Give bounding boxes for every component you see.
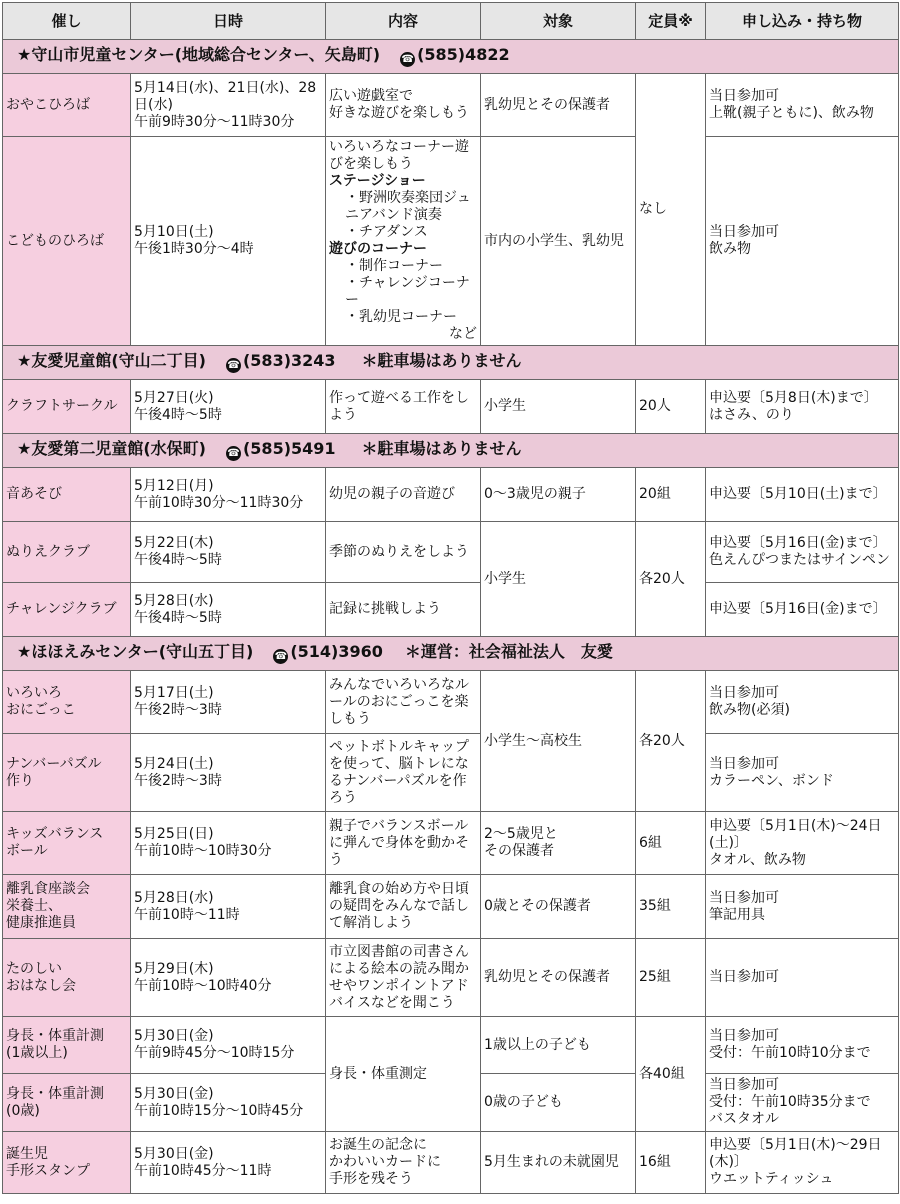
- table-row: [3, 939, 899, 1017]
- section-phone: (585)5491: [242, 439, 336, 458]
- event-date: 5月12日(月) 午前10時30分～11時30分: [131, 468, 326, 522]
- event-content: 親子でバランスボールに弾んで身体を動かそう: [326, 812, 481, 875]
- table-row: [3, 380, 899, 434]
- section-phone: (583)3243: [242, 351, 336, 370]
- event-schedule-table: [2, 2, 899, 1194]
- event-name: いろいろ おにごっこ: [3, 671, 131, 734]
- phone-icon: ☎: [227, 360, 240, 371]
- event-name: 身長・体重計測 (0歳): [3, 1074, 131, 1132]
- event-date: 5月28日(水) 午前10時～11時: [131, 875, 326, 939]
- event-target: 1歳以上の子ども: [481, 1017, 636, 1074]
- section-title: ★ほほえみセンター(守山五丁目): [17, 642, 254, 661]
- section-title: ★友愛第二児童館(水保町): [17, 439, 206, 458]
- content-item: ・チャレンジコーナー: [345, 275, 470, 308]
- event-name: チャレンジクラブ: [3, 583, 131, 637]
- phone-icon: ☎: [227, 448, 240, 459]
- event-apply: 当日参加可 飲み物(必須): [706, 671, 899, 734]
- event-apply: 当日参加可 受付：午前10時10分まで: [706, 1017, 899, 1074]
- section-header: [3, 40, 899, 74]
- event-apply: 申込要〔5月10日(土)まで〕: [706, 468, 899, 522]
- event-apply: 申込要〔5月16日(金)まで〕 色えんぴつまたはサインペン: [706, 522, 899, 583]
- table-row: [3, 671, 899, 734]
- event-content: 離乳食の始め方や日頃の疑問をみんなで話して解消しよう: [326, 875, 481, 939]
- event-name: 身長・体重計測 (1歳以上): [3, 1017, 131, 1074]
- event-target: 0～3歳児の親子: [481, 468, 636, 522]
- section-header: [3, 434, 899, 468]
- event-capacity: 25組: [636, 939, 706, 1017]
- event-name: 音あそび: [3, 468, 131, 522]
- event-name: たのしい おはなし会: [3, 939, 131, 1017]
- header-capacity: 定員※: [636, 3, 706, 40]
- event-target: 小学生: [481, 380, 636, 434]
- event-date: 5月28日(水) 午後4時～5時: [131, 583, 326, 637]
- table-row: [3, 812, 899, 875]
- content-item: ・制作コーナー: [345, 258, 443, 274]
- section-note: ＊運営：社会福祉法人 友愛: [404, 642, 613, 661]
- table-row: [3, 522, 899, 583]
- table-row: [3, 1017, 899, 1074]
- content-heading: ステージショー: [329, 173, 426, 189]
- header-content: 内容: [326, 3, 481, 40]
- phone-icon: ☎: [274, 651, 288, 662]
- event-capacity: なし: [636, 74, 706, 346]
- event-date: 5月24日(土) 午後2時～3時: [131, 734, 326, 812]
- event-capacity: 20人: [636, 380, 706, 434]
- event-content: [326, 137, 481, 346]
- event-name: こどものひろば: [3, 137, 131, 346]
- event-date: 5月10日(土) 午後1時30分～4時: [131, 137, 326, 346]
- event-apply: 当日参加可 筆記用具: [706, 875, 899, 939]
- event-date: 5月22日(木) 午後4時～5時: [131, 522, 326, 583]
- header-apply: 申し込み・持ち物: [706, 3, 899, 40]
- section-note: ＊駐車場はありません: [361, 439, 522, 458]
- content-etc: など: [449, 326, 477, 342]
- phone-icon: ☎: [401, 54, 414, 65]
- section-header: [3, 346, 899, 380]
- header-event: 催し: [3, 3, 131, 40]
- section-note: ＊駐車場はありません: [361, 351, 522, 370]
- event-target: 0歳とその保護者: [481, 875, 636, 939]
- section-title: ★守山市児童センター(地域総合センター、矢島町): [17, 45, 381, 64]
- event-capacity: 各40組: [636, 1017, 706, 1132]
- event-apply: 当日参加可 カラーペン、ボンド: [706, 734, 899, 812]
- table-row: [3, 468, 899, 522]
- event-target: 2～5歳児と その保護者: [481, 812, 636, 875]
- event-capacity: 20組: [636, 468, 706, 522]
- event-target: 小学生～高校生: [481, 671, 636, 812]
- event-apply: 当日参加可 飲み物: [706, 137, 899, 346]
- event-target: 小学生: [481, 522, 636, 637]
- event-content: 作って遊べる工作をしよう: [326, 380, 481, 434]
- event-apply: 当日参加可 上靴(親子ともに)、飲み物: [706, 74, 899, 137]
- table-row: [3, 74, 899, 137]
- event-capacity: 16組: [636, 1132, 706, 1194]
- event-content: ペットボトルキャップを使って、脳トレになるナンバーパズルを作ろう: [326, 734, 481, 812]
- table-row: [3, 875, 899, 939]
- content-item: ・乳幼児コーナー: [345, 309, 457, 325]
- event-capacity: 各20人: [636, 671, 706, 812]
- event-date: 5月17日(土) 午後2時～3時: [131, 671, 326, 734]
- event-content: 幼児の親子の音遊び: [326, 468, 481, 522]
- event-capacity: 35組: [636, 875, 706, 939]
- section-phone: (585)4822: [417, 45, 510, 64]
- section-title: ★友愛児童館(守山二丁目): [17, 351, 206, 370]
- section-header: [3, 637, 899, 671]
- header-target: 対象: [481, 3, 636, 40]
- event-capacity: 各20人: [636, 522, 706, 637]
- event-name: おやこひろば: [3, 74, 131, 137]
- event-target: 乳幼児とその保護者: [481, 939, 636, 1017]
- event-date: 5月27日(火) 午後4時～5時: [131, 380, 326, 434]
- table-row: [3, 734, 899, 812]
- event-target: 市内の小学生、乳幼児: [481, 137, 636, 346]
- event-target: 5月生まれの未就園児: [481, 1132, 636, 1194]
- table-row: [3, 1132, 899, 1194]
- event-content: 身長・体重測定: [326, 1017, 481, 1132]
- event-name: ぬりえクラブ: [3, 522, 131, 583]
- table-row: [3, 583, 899, 637]
- event-name: キッズバランス ボール: [3, 812, 131, 875]
- event-content: 季節のぬりえをしよう: [326, 522, 481, 583]
- event-name: ナンバーパズル 作り: [3, 734, 131, 812]
- event-apply: 当日参加可 受付：午前10時35分まで バスタオル: [706, 1074, 899, 1132]
- event-target: 乳幼児とその保護者: [481, 74, 636, 137]
- event-apply: 申込要〔5月8日(木)まで〕 はさみ、のり: [706, 380, 899, 434]
- event-date: 5月14日(水)、21日(水)、28日(水) 午前9時30分～11時30分: [131, 74, 326, 137]
- event-date: 5月29日(木) 午前10時～10時40分: [131, 939, 326, 1017]
- event-apply: 申込要〔5月1日(木)～29日(木)〕 ウエットティッシュ: [706, 1132, 899, 1194]
- content-item: ・野洲吹奏楽団ジュニアバンド演奏: [345, 190, 471, 223]
- event-apply: 申込要〔5月1日(木)～24日(土)〕 タオル、飲み物: [706, 812, 899, 875]
- content-heading: 遊びのコーナー: [329, 241, 427, 257]
- event-apply: 当日参加可: [706, 939, 899, 1017]
- event-date: 5月25日(日) 午前10時～10時30分: [131, 812, 326, 875]
- section-phone: (514)3960: [290, 642, 383, 661]
- event-content: 市立図書館の司書さんによる絵本の読み聞かせやワンポイントアドバイスなどを聞こう: [326, 939, 481, 1017]
- event-capacity: 6組: [636, 812, 706, 875]
- event-date: 5月30日(金) 午前10時45分～11時: [131, 1132, 326, 1194]
- content-item: ・チアダンス: [345, 224, 428, 240]
- event-apply: 申込要〔5月16日(金)まで〕: [706, 583, 899, 637]
- event-name: 誕生児 手形スタンプ: [3, 1132, 131, 1194]
- event-content: 広い遊戯室で 好きな遊びを楽しもう: [326, 74, 481, 137]
- content-intro: いろいろなコーナー遊びを楽しもう: [329, 139, 469, 172]
- table-row: [3, 137, 899, 346]
- event-content: みんなでいろいろなルールのおにごっこを楽しもう: [326, 671, 481, 734]
- event-date: 5月30日(金) 午前9時45分～10時15分: [131, 1017, 326, 1074]
- event-content: 記録に挑戦しよう: [326, 583, 481, 637]
- event-name: 離乳食座談会 栄養士、 健康推進員: [3, 875, 131, 939]
- header-datetime: 日時: [131, 3, 326, 40]
- event-name: クラフトサークル: [3, 380, 131, 434]
- event-date: 5月30日(金) 午前10時15分～10時45分: [131, 1074, 326, 1132]
- event-content: お誕生の記念に かわいいカードに 手形を残そう: [326, 1132, 481, 1194]
- event-target: 0歳の子ども: [481, 1074, 636, 1132]
- header-row: [3, 3, 899, 40]
